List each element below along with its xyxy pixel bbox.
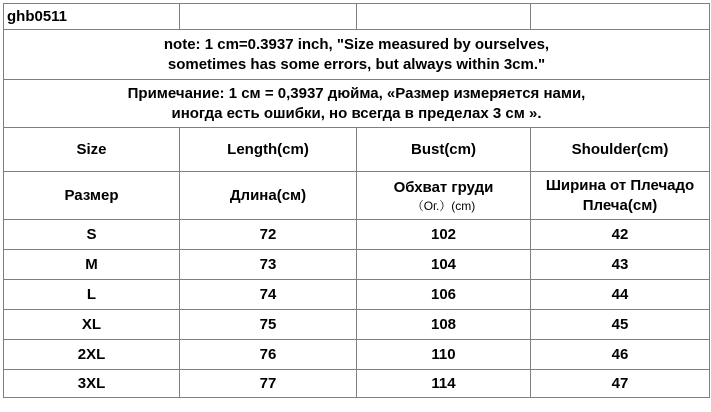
shoulder-cell: 44 (531, 280, 710, 310)
size-cell: L (4, 280, 180, 310)
empty-cell (531, 4, 710, 30)
table-row (4, 250, 710, 280)
bust-cell: 106 (357, 280, 531, 310)
length-cell: 77 (180, 370, 357, 398)
empty-cell (357, 4, 531, 30)
header-bust: Bust(cm) (357, 128, 531, 172)
table-row (4, 220, 710, 250)
shoulder-cell: 45 (531, 310, 710, 340)
bust-cell: 104 (357, 250, 531, 280)
header-code-row (4, 4, 710, 30)
size-cell: M (4, 250, 180, 280)
length-cell: 73 (180, 250, 357, 280)
note-ru-line1: Примечание: 1 см = 0,3937 дюйма, «Размер измеряется нами, (127, 84, 586, 102)
header-ru-row (4, 172, 710, 220)
table-row (4, 370, 710, 398)
note-en (4, 30, 710, 80)
header-ru-shoulder (531, 172, 710, 220)
table-row (4, 310, 710, 340)
note-en-line2: sometimes has some errors, but always within 3cm." (167, 55, 546, 73)
note-en-row (4, 30, 710, 80)
bust-cell: 108 (357, 310, 531, 340)
header-ru-bust-line2: （Ог.）(cm) (411, 198, 476, 213)
shoulder-cell: 47 (531, 370, 710, 398)
note-ru-line2: иногда есть ошибки, но всегда в пределах 3 см ». (171, 104, 542, 122)
table-row (4, 340, 710, 370)
note-ru (4, 80, 710, 128)
bust-cell: 114 (357, 370, 531, 398)
product-code: ghb0511 (4, 4, 180, 30)
length-cell: 72 (180, 220, 357, 250)
header-size: Size (4, 128, 180, 172)
note-ru-row (4, 80, 710, 128)
bust-cell: 110 (357, 340, 531, 370)
header-length: Length(cm) (180, 128, 357, 172)
size-cell: 3XL (4, 370, 180, 398)
header-ru-size: Размер (4, 172, 180, 220)
table-row (4, 280, 710, 310)
length-cell: 75 (180, 310, 357, 340)
shoulder-cell: 43 (531, 250, 710, 280)
header-en-row (4, 128, 710, 172)
header-shoulder: Shoulder(cm) (531, 128, 710, 172)
header-ru-bust (357, 172, 531, 220)
size-cell: 2XL (4, 340, 180, 370)
length-cell: 76 (180, 340, 357, 370)
shoulder-cell: 42 (531, 220, 710, 250)
header-ru-length: Длина(см) (180, 172, 357, 220)
bust-cell: 102 (357, 220, 531, 250)
size-cell: S (4, 220, 180, 250)
header-ru-bust-line1: Обхват груди (393, 178, 494, 196)
size-chart-table (3, 3, 710, 398)
header-ru-shoulder-line2: Плеча(см) (582, 196, 658, 214)
empty-cell (180, 4, 357, 30)
size-cell: XL (4, 310, 180, 340)
shoulder-cell: 46 (531, 340, 710, 370)
length-cell: 74 (180, 280, 357, 310)
note-en-line1: note: 1 cm=0.3937 inch, "Size measured by ourselves, (163, 35, 550, 53)
header-ru-shoulder-line1: Ширина от Плечадо (545, 176, 695, 194)
